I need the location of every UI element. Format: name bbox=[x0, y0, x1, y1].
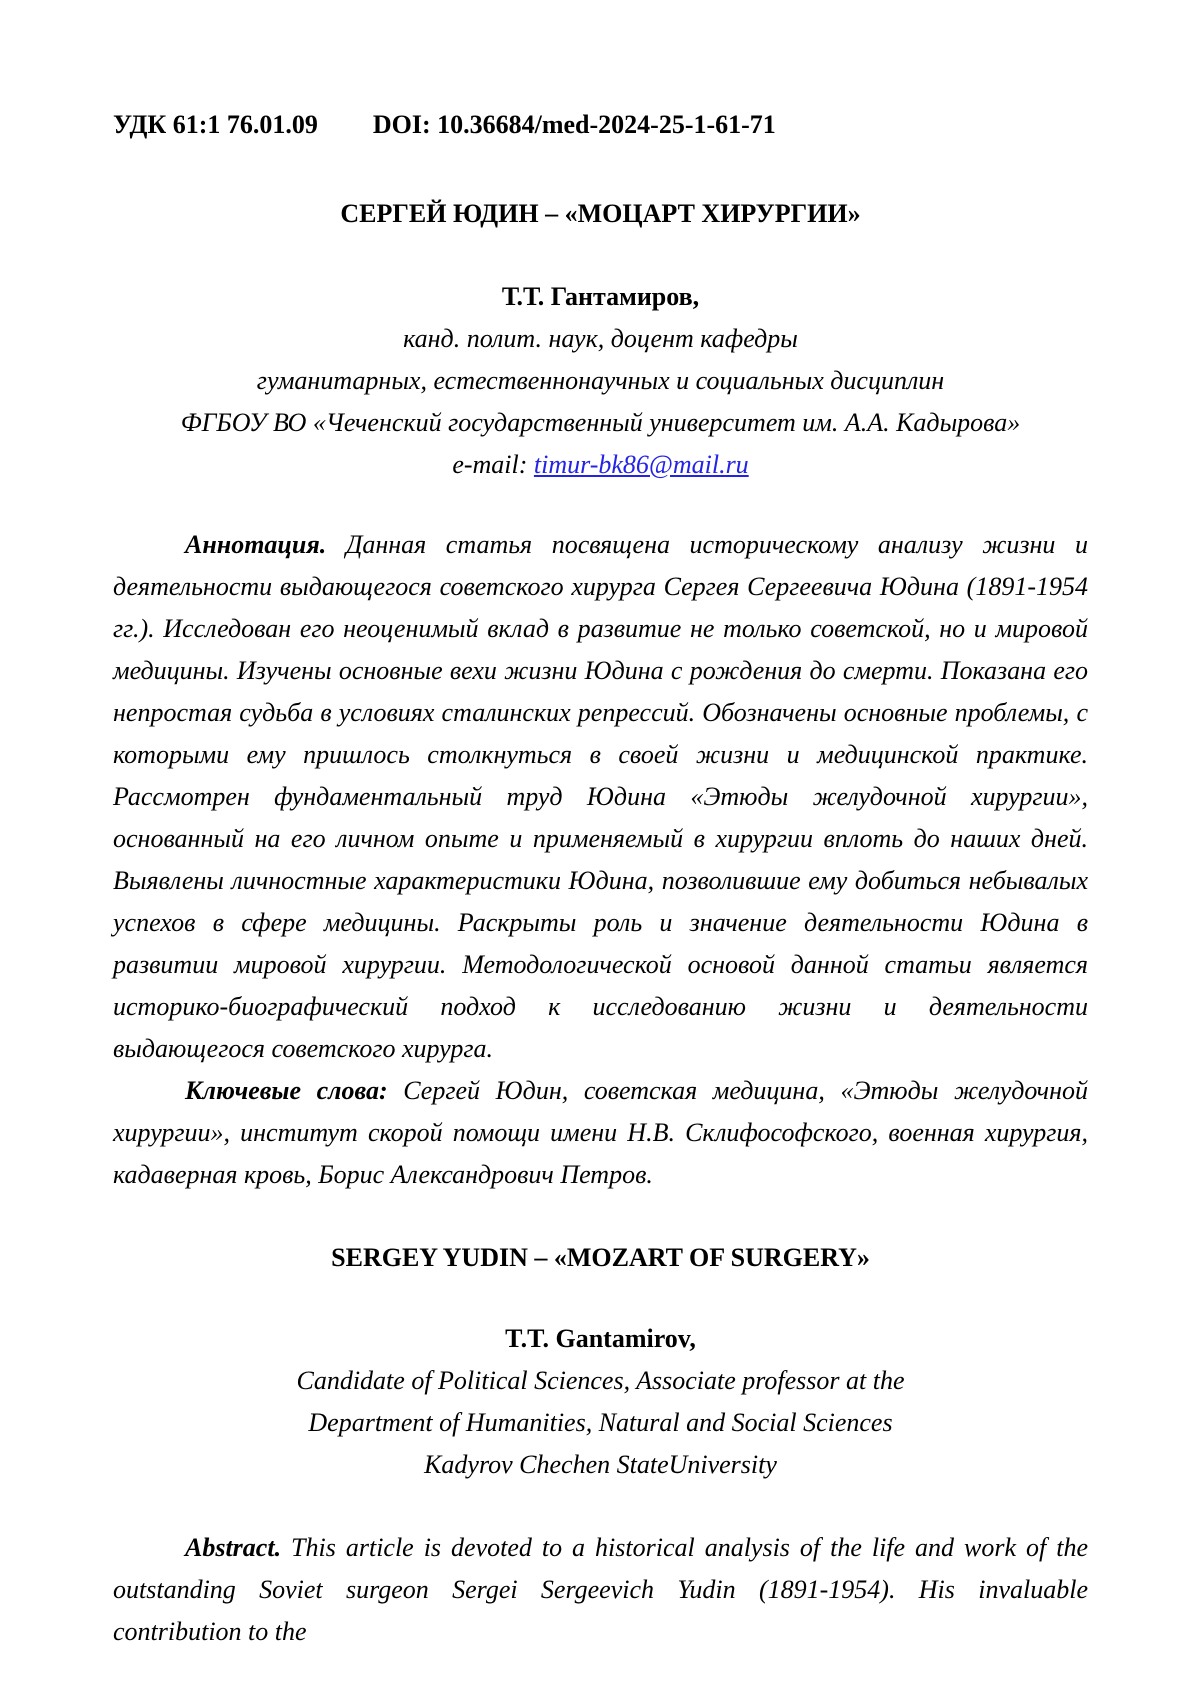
doi-code: DOI: 10.36684/med-2024-25-1-61-71 bbox=[372, 110, 776, 139]
author-degree-ru: канд. полит. наук, доцент кафедры bbox=[403, 324, 798, 353]
abstract-label-en: Abstract. bbox=[185, 1533, 282, 1562]
author-name-en: T.T. Gantamirov, bbox=[505, 1324, 696, 1353]
author-block-en bbox=[113, 1318, 1088, 1486]
author-university-en: Kadyrov Chechen StateUniversity bbox=[424, 1450, 777, 1479]
email-line bbox=[113, 444, 1088, 486]
author-degree-en: Candidate of Political Sciences, Associate professor at the bbox=[296, 1366, 905, 1395]
email-label: e-mail: bbox=[452, 450, 534, 479]
keywords-label-ru: Ключевые слова: bbox=[185, 1076, 388, 1105]
annotation-paragraph-ru bbox=[113, 524, 1088, 1070]
keywords-text-ru: Сергей Юдин, советская медицина, «Этюды желудочной хирургии», институт скорой помощи имени Н.В. Склифософского, военная хирургия, кадаверная кровь, Борис Александрович Петров. bbox=[113, 1076, 1088, 1189]
paper-title-en: SERGEY YUDIN – «MOZART OF SURGERY» bbox=[331, 1243, 870, 1272]
author-university-ru: ФГБОУ ВО «Чеченский государственный университет им. А.А. Кадырова» bbox=[180, 408, 1021, 437]
annotation-label-ru: Аннотация. bbox=[185, 530, 327, 559]
author-department-ru: гуманитарных, естественнонаучных и социальных дисциплин bbox=[256, 366, 945, 395]
author-department-en: Department of Humanities, Natural and Social Sciences bbox=[308, 1408, 893, 1437]
classification-header bbox=[113, 104, 1088, 146]
annotation-text-ru: Данная статья посвящена историческому анализу жизни и деятельности выдающегося советского хирурга Сергея Сергеевича Юдина (1891-1954 гг.). Исследован его неоценимый вклад в развитие не только советской, но и мировой медицины. Изучены основные вехи жизни Юдина с рождения до смерти. Показана его непростая судьба в условиях сталинских репрессий. Обозначены основные проблемы, с которыми ему пришлось столкнуться в своей жизни и медицинской практике. Рассмотрен фундаментальный труд Юдина «Этюды желудочной хирургии», основанный на его личном опыте и применяемый в хирургии вплоть до наших дней. Выявлены личностные характеристики Юдина, позволившие ему добиться небывалых успехов в сфере медицины. Раскрыты роль и значение деятельности Юдина в развитии мировой хирургии. Методологической основой данной статьи является историко-биографический подход к исследованию жизни и деятельности выдающегося советского хирурга. bbox=[113, 530, 1088, 1063]
author-name-ru: Т.Т. Гантамиров, bbox=[501, 282, 700, 311]
abstract-paragraph-en bbox=[113, 1527, 1088, 1653]
udc-code: УДК 61:1 76.01.09 bbox=[113, 110, 318, 139]
email-link[interactable]: timur-bk86@mail.ru bbox=[533, 450, 749, 479]
abstract-text-en: This article is devoted to a historical analysis of the life and work of the outstanding Soviet surgeon Sergei Sergeevich Yudin (1891-1954). His invaluable contribution to the bbox=[113, 1533, 1088, 1646]
paper-title-ru: СЕРГЕЙ ЮДИН – «МОЦАРТ ХИРУРГИИ» bbox=[340, 199, 861, 228]
keywords-paragraph-ru bbox=[113, 1070, 1088, 1196]
author-block-ru bbox=[113, 276, 1088, 486]
